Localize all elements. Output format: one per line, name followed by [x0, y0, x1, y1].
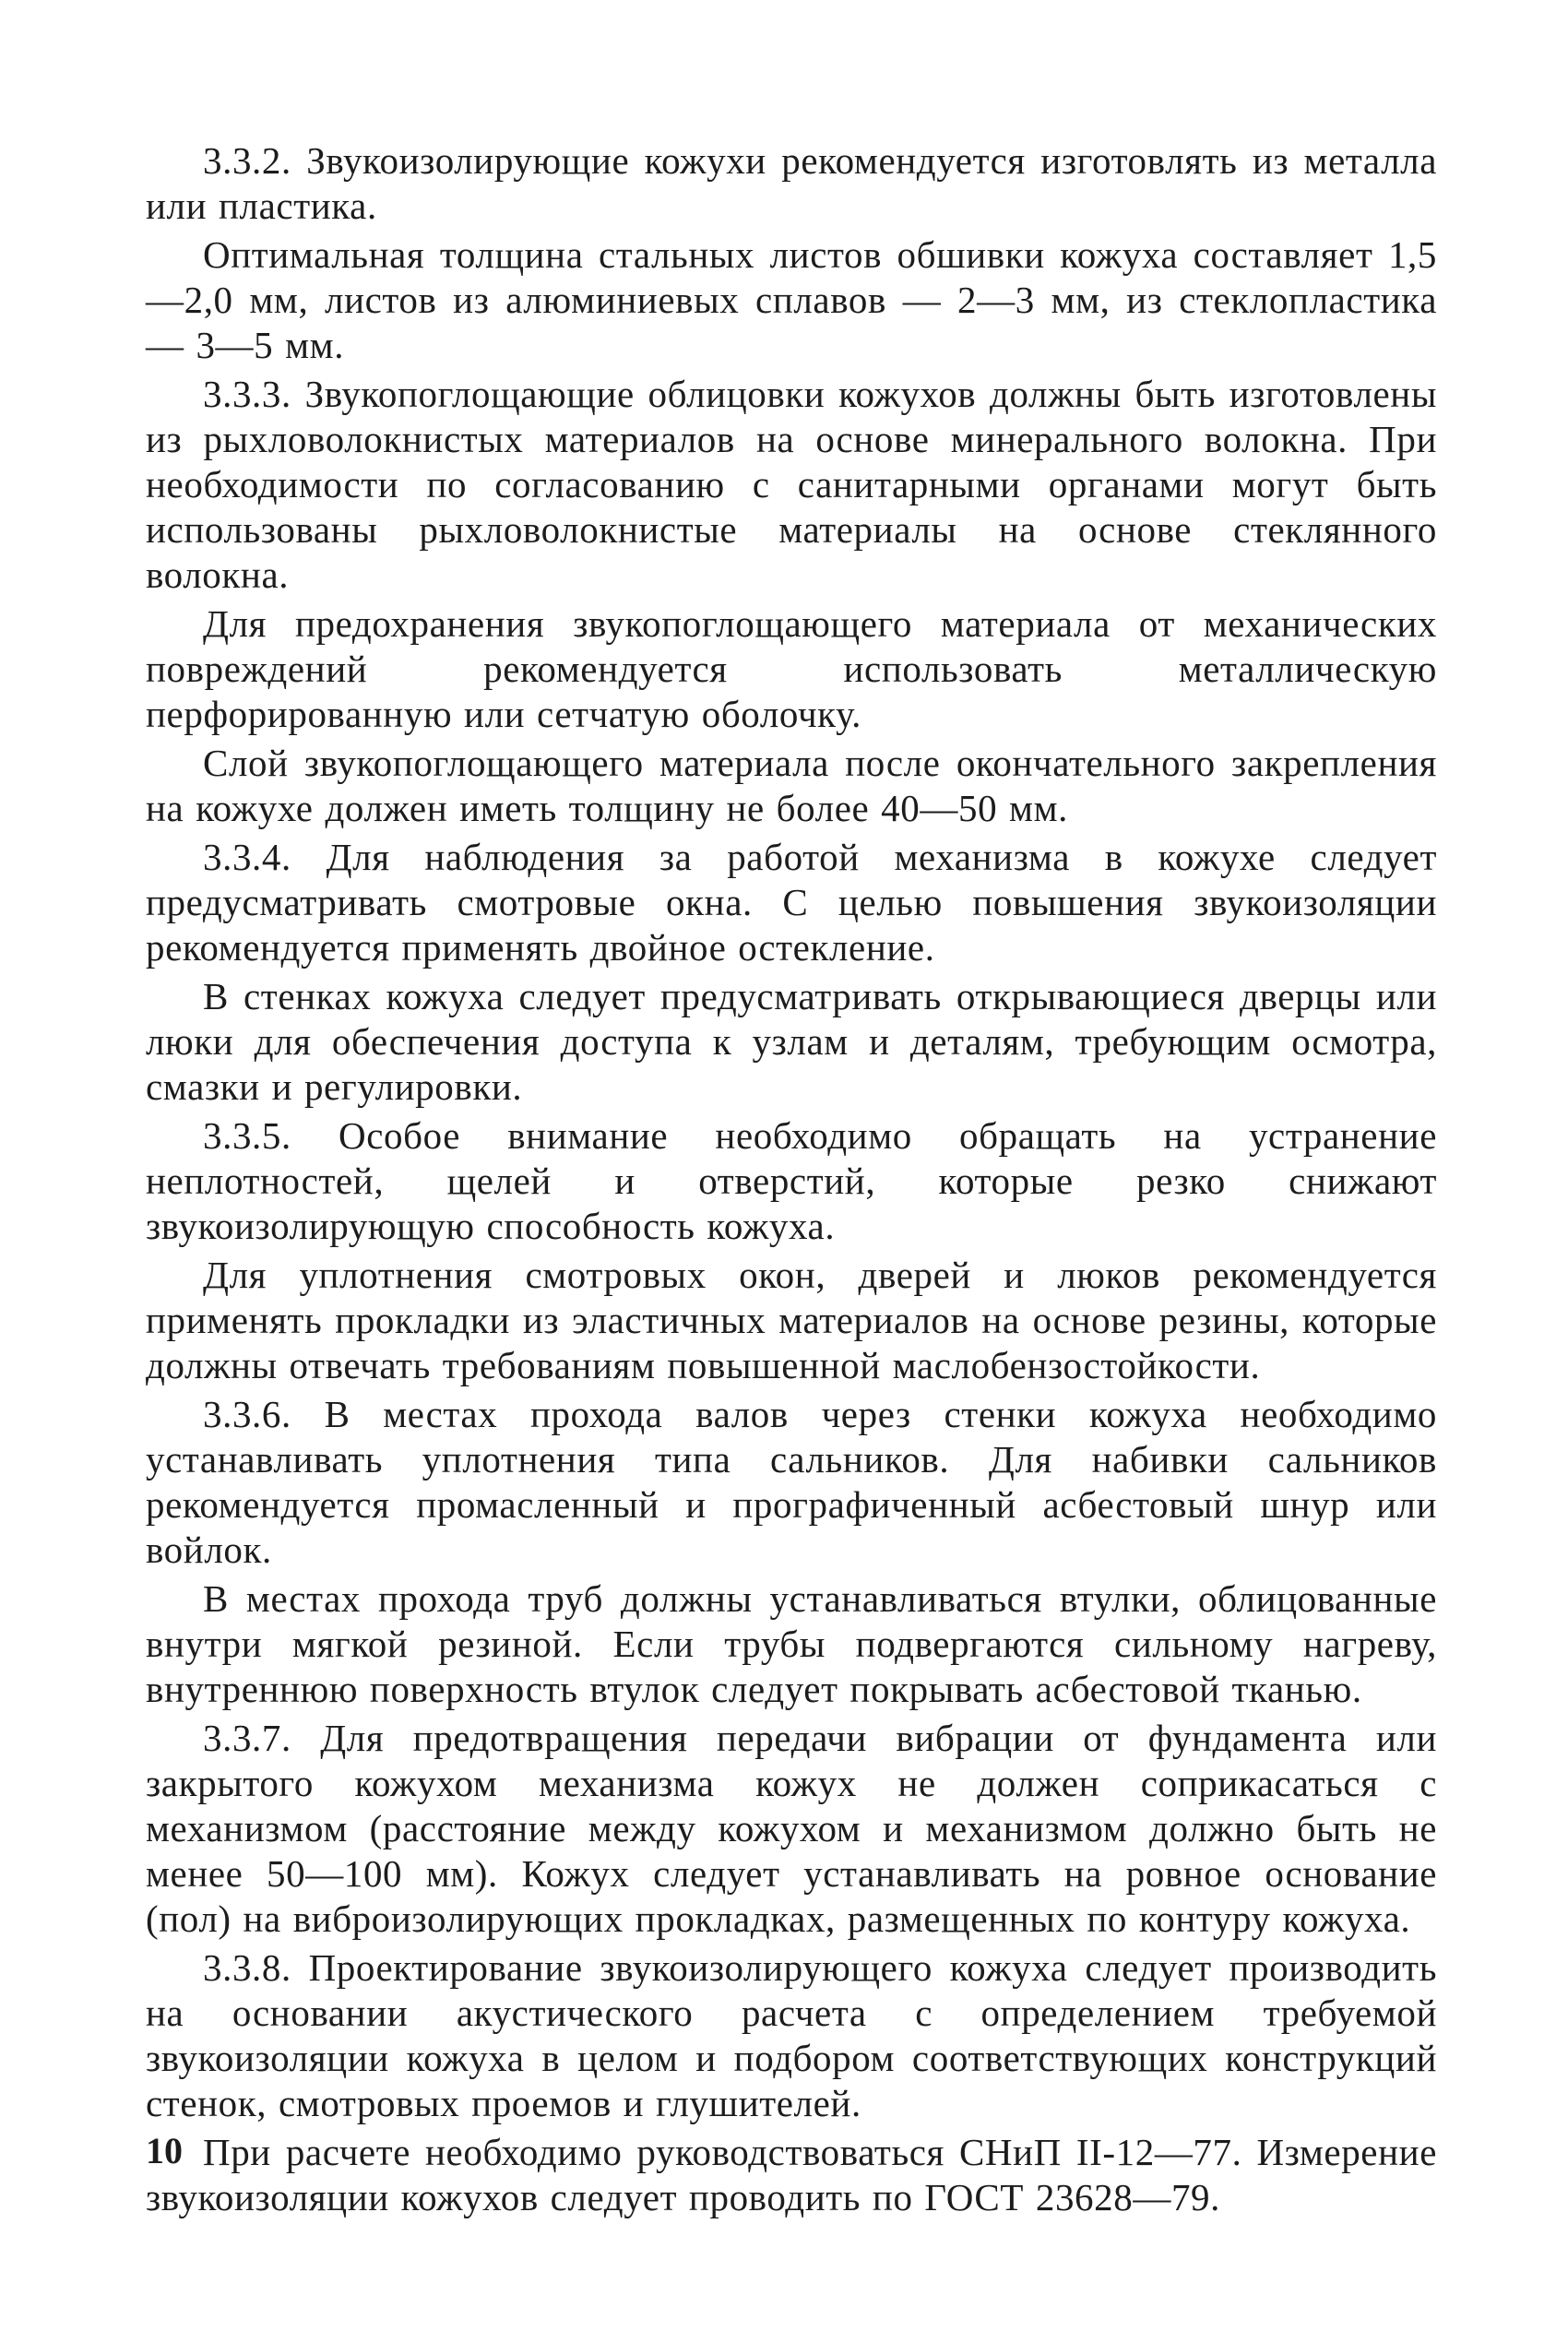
paragraph-3-3-5: 3.3.5. Особое внимание необходимо обращать на устранение неплотностей, щелей и отверстий, которые резко снижают звукоизолирующую способность кожуха. [146, 1114, 1437, 1247]
paragraph-protective-shell: Для предохранения звукопоглощающего материала от механических повреждений рекомендуется использовать металлическую перфорированную или сетчатую оболочку. [146, 602, 1437, 735]
paragraph-3-3-7: 3.3.7. Для предотвращения передачи вибрации от фундамента или закрытого кожухом механизма кожух не должен соприкасаться с механизмом (расстояние между кожухом и механизмом должно быть не менее 50—100 мм). Кожух следует устанавливать на ровное основание (пол) на виброизолирующих прокладках, размещенных по контуру кожуха. [146, 1717, 1437, 1940]
paragraph-pipe-bushings: В местах прохода труб должны устанавливаться втулки, облицованные внутри мягкой резиной. Если трубы подвергаются сильному нагреву, внутреннюю поверхность втулок следует покрывать асбестовой тканью. [146, 1577, 1437, 1710]
body-text [146, 138, 1437, 2224]
paragraph-3-3-2: 3.3.2. Звукоизолирующие кожухи рекомендуется изготовлять из металла или пластика. [146, 139, 1437, 227]
paragraph-access-doors: В стенках кожуха следует предусматривать открывающиеся дверцы или люки для обеспечения доступа к узлам и деталям, требующим осмотра, смазки и регулировки. [146, 975, 1437, 1108]
paragraph-layer-thickness: Слой звукопоглощающего материала после окончательного закрепления на кожухе должен иметь толщину не более 40—50 мм. [146, 742, 1437, 829]
paragraph-3-3-3: 3.3.3. Звукопоглощающие облицовки кожухов должны быть изготовлены из рыхловолокнистых материалов на основе минерального волокна. При необходимости по согласованию с санитарными органами могут быть использованы рыхловолокнистые материалы на основе стеклянного волокна. [146, 373, 1437, 596]
paragraph-sheet-thickness: Оптимальная толщина стальных листов обшивки кожуха составляет 1,5—2,0 мм, листов из алюминиевых сплавов — 2—3 мм, из стеклопластика — 3—5 мм. [146, 233, 1437, 366]
paragraph-sealing-gaskets: Для уплотнения смотровых окон, дверей и люков рекомендуется применять прокладки из эластичных материалов на основе резины, которые должны отвечать требованиям повышенной маслобензостойкости. [146, 1254, 1437, 1386]
page-number: 10 [146, 2130, 183, 2171]
paragraph-3-3-4: 3.3.4. Для наблюдения за работой механизма в кожухе следует предусматривать смотровые окна. С целью повышения звукоизоляции рекомендуется применять двойное остекление. [146, 836, 1437, 969]
paragraph-standards-reference: При расчете необходимо руководствоваться СНиП II-12—77. Измерение звукоизоляции кожухов следует проводить по ГОСТ 23628—79. [146, 2131, 1437, 2218]
paragraph-3-3-6: 3.3.6. В местах прохода валов через стенки кожуха необходимо устанавливать уплотнения типа сальников. Для набивки сальников рекомендуется промасленный и прографиченный асбестовый шнур или войлок. [146, 1393, 1437, 1571]
paragraph-3-3-8: 3.3.8. Проектирование звукоизолирующего кожуха следует производить на основании акустического расчета с определением требуемой звукоизоляции кожуха в целом и подбором соответствующих конструкций стенок, смотровых проемов и глушителей. [146, 1946, 1437, 2124]
